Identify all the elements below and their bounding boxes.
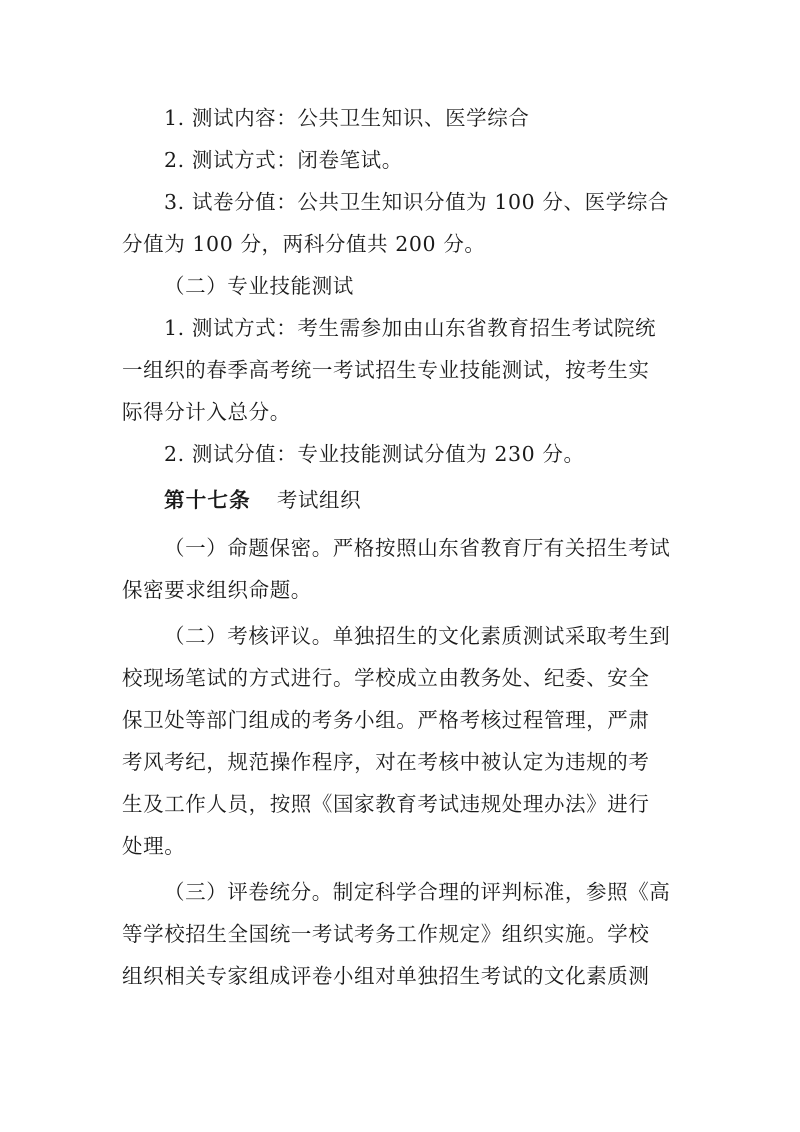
article-heading [0,486,800,514]
text-line: 2. 测试分值：专业技能测试分值为 230 分。 [164,442,585,466]
article-number: 第十七条 [164,488,251,512]
text-line: 1. 测试内容：公共卫生知识、医学综合 [164,106,530,130]
text-line: （二）考核评议。单独招生的文化素质测试采取考生到 [164,624,671,648]
text-line: 等学校招生全国统一考试考务工作规定》组织实施。学校 [122,922,650,946]
article-title: 考试组织 [276,488,362,512]
text-line: 一组织的春季高考统一考试招生专业技能测试，按考生实 [122,358,650,382]
text-line: 际得分计入总分。 [122,400,291,424]
text-line: 分值为 100 分，两科分值共 200 分。 [122,232,486,256]
text-line: （一）命题保密。严格按照山东省教育厅有关招生考试 [164,536,671,560]
text-line: 保密要求组织命题。 [122,578,312,602]
text-line: 3. 试卷分值：公共卫生知识分值为 100 分、医学综合 [164,190,670,214]
text-line: 处理。 [122,834,186,858]
text-line: 组织相关专家组成评卷小组对单独招生考试的文化素质测 [122,964,650,988]
text-line: 校现场笔试的方式进行。学校成立由教务处、纪委、安全 [122,666,650,690]
text-line: 2. 测试方式：闭卷笔试。 [164,148,403,172]
text-line: 生及工作人员，按照《国家教育考试违规处理办法》进行 [122,792,650,816]
text-line: 保卫处等部门组成的考务小组。严格考核过程管理，严肃 [122,708,650,732]
text-line: 考风考纪，规范操作程序，对在考核中被认定为违规的考 [122,750,650,774]
text-line: （三）评卷统分。制定科学合理的评判标准，参照《高 [164,880,671,904]
text-line: 1. 测试方式：考生需参加由山东省教育招生考试院统 [164,316,657,340]
section-heading: （二）专业技能测试 [164,274,354,298]
